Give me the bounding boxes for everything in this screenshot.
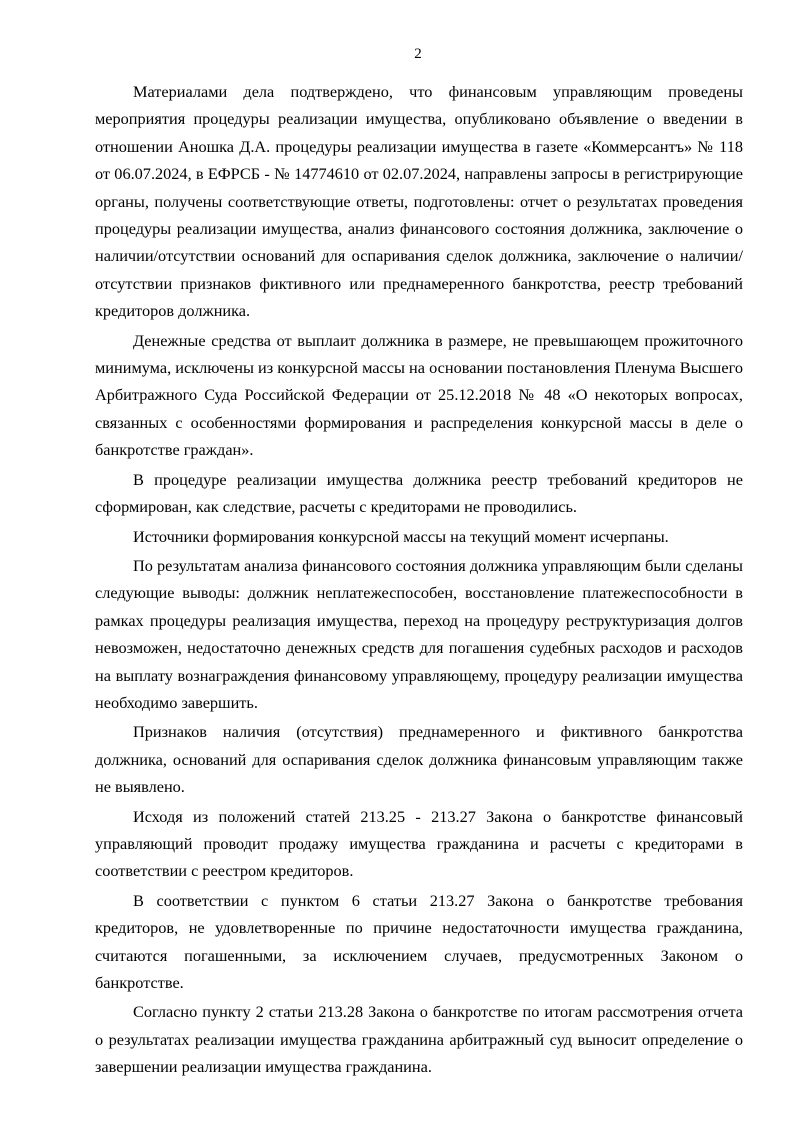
page-number: 2 — [414, 46, 422, 62]
document-body — [95, 78, 743, 1083]
paragraph-case-materials: Материалами дела подтверждено, что финансовым управляющим проведены мероприятия процедуры реализации имущества, опубликовано объявление о введении в отношении Аношка Д.А. процедуры реализации имущества в газете «Коммерсантъ» № 118 от 06.07.2024, в ЕФРСБ - № 14774610 от 02.07.2024, направлены запросы в регистрирующие органы, получены соответствующие ответы, подготовлены: отчет о результатах проведения процедуры реализации имущества, анализ финансового состояния должника, заключение о наличии/отсутствии оснований для оспаривания сделок должника, заключение о наличии/отсутствии признаков фиктивного или преднамеренного банкротства, реестр требований кредиторов должника. — [95, 82, 743, 321]
paragraph-bankruptcy-signs: Признаков наличия (отсутствия) преднамеренного и фиктивного банкротства должника, оснований для оспаривания сделок должника финансовым управляющим также не выявлено. — [95, 722, 743, 797]
paragraph-creditors-registry: В процедуре реализации имущества должника реестр требований кредиторов не сформирован, как следствие, расчеты с кредиторами не проводились. — [95, 469, 743, 517]
paragraph-article-213-28: Согласно пункту 2 статьи 213.28 Закона о банкротстве по итогам рассмотрения отчета о результатах реализации имущества гражданина арбитражный суд выносит определение о завершении реализации имущества гражданина. — [95, 1002, 743, 1077]
paragraph-article-213-27: В соответствии с пунктом 6 статьи 213.27 Закона о банкротстве требования кредиторов, не удовлетворенные по причине недостаточности имущества гражданина, считаются погашенными, за исключением случаев, предусмотренных Законом о банкротстве. — [95, 890, 743, 992]
paragraph-funds-excluded: Денежные средства от выплаит должника в размере, не превышающем прожиточного минимума, исключены из конкурсной массы на основании постановления Пленума Высшего Арбитражного Суда Российской Федерации от 25.12.2018 № 48 «О некоторых вопросах, связанных с особенностями формирования и распределения конкурсной массы в деле о банкротстве граждан». — [95, 330, 743, 460]
paragraph-sources-exhausted: Источники формирования конкурсной массы на текущий момент исчерпаны. — [133, 526, 669, 546]
paragraph-articles-213-25: Исходя из положений статей 213.25 - 213.27 Закона о банкротстве финансовый управляющий проводит продажу имущества гражданина и расчеты с кредиторами в соответствии с реестром кредиторов. — [95, 806, 743, 881]
paragraph-financial-analysis: По результатам анализа финансового состояния должника управляющим были сделаны следующие выводы: должник неплатежеспособен, восстановление платежеспособности в рамках процедуры реализация имущества, переход на процедуру реструктуризация долгов невозможен, недостаточно денежных средств для погашения судебных расходов и расходов на выплату вознаграждения финансовому управляющему, процедуру реализации имущества необходимо завершить. — [95, 555, 743, 712]
